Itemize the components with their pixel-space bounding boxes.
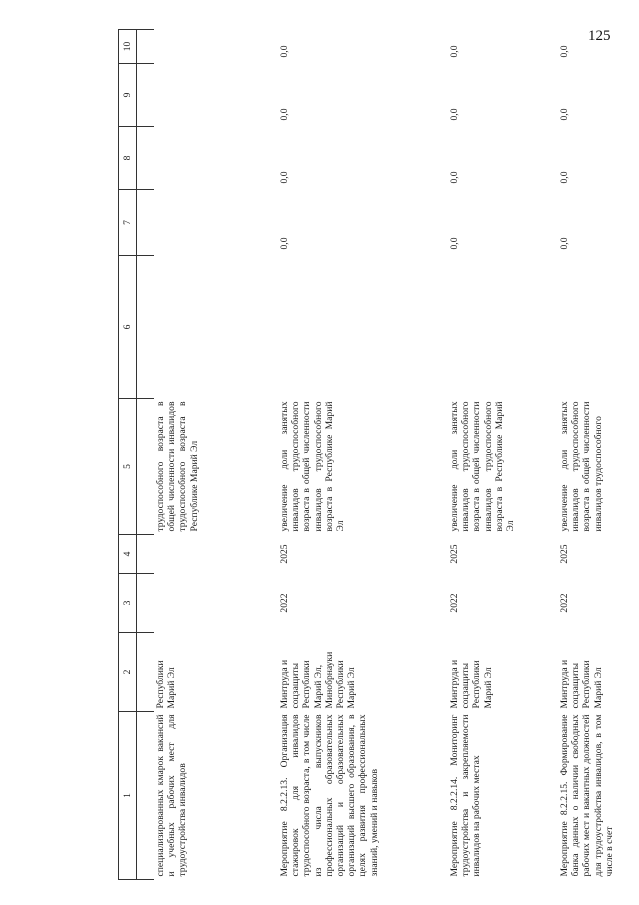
measure-cell: специализированных кмарок вакансий и учебных рабочих мест для трудоустройства инвалидов bbox=[155, 714, 189, 877]
measure-cell: Мероприятие 8.2.2.15. Формирование банка данных о наличии свободных рабочих мест и вакантных должностей для трудоустройства инвалидов, в том числе в счет bbox=[559, 714, 615, 877]
value-cell-7: 0,0 bbox=[279, 237, 290, 250]
start-year-cell: 2022 bbox=[559, 593, 570, 613]
value-cell-10: 0,0 bbox=[279, 45, 290, 58]
column-number-1: 1 bbox=[119, 712, 137, 880]
program-measures-table-wrapper bbox=[118, 30, 628, 880]
value-cell-8: 0,0 bbox=[279, 171, 290, 184]
column-number-row bbox=[119, 30, 137, 880]
separator-cell bbox=[137, 256, 155, 399]
separator-cell bbox=[137, 633, 155, 712]
separator-cell bbox=[137, 64, 155, 127]
value-cell-9: 0,0 bbox=[449, 108, 460, 121]
measure-cell: Мероприятие 8.2.2.14. Мониторинг трудоустройства и закрепляемости инвалидов на рабочих местах bbox=[449, 714, 483, 877]
separator-cell bbox=[137, 535, 155, 574]
header-separator-row bbox=[137, 30, 155, 880]
column-number-7: 7 bbox=[119, 190, 137, 256]
indicator-cell: увеличение доли занятых инвалидов трудоспособного возраста в общей численности инвалидов трудоспособного bbox=[559, 401, 604, 532]
column-number-8: 8 bbox=[119, 127, 137, 190]
executor-cell: Минтруда и соцзащиты Республики Марий Эл bbox=[559, 659, 604, 709]
table-row bbox=[448, 30, 558, 880]
column-number-10: 10 bbox=[119, 30, 137, 64]
table-row bbox=[278, 30, 448, 880]
value-cell-8: 0,0 bbox=[449, 171, 460, 184]
separator-cell bbox=[137, 30, 155, 64]
end-year-cell: 2025 bbox=[279, 544, 290, 564]
column-number-4: 4 bbox=[119, 535, 137, 574]
start-year-cell: 2022 bbox=[279, 593, 290, 613]
column-number-3: 3 bbox=[119, 574, 137, 633]
separator-cell bbox=[137, 712, 155, 880]
separator-cell bbox=[137, 399, 155, 535]
column-number-9: 9 bbox=[119, 64, 137, 127]
executor-cell: Республики Марий Эл bbox=[155, 660, 178, 709]
end-year-cell: 2025 bbox=[559, 544, 570, 564]
column-number-5: 5 bbox=[119, 399, 137, 535]
value-cell-7: 0,0 bbox=[559, 237, 570, 250]
program-measures-table bbox=[118, 29, 638, 880]
value-cell-8 bbox=[154, 127, 278, 190]
column-number-2: 2 bbox=[119, 633, 137, 712]
indicator-cell: трудоспособного возраста в общей численности инвалидов трудоспособного возраста в Республике Марий Эл bbox=[155, 401, 200, 532]
separator-cell bbox=[137, 574, 155, 633]
value-cell-6 bbox=[278, 256, 448, 399]
value-cell-9 bbox=[154, 64, 278, 127]
separator-cell bbox=[137, 127, 155, 190]
value-cell-7: 0,0 bbox=[449, 237, 460, 250]
end-year-cell: 2025 bbox=[449, 544, 460, 564]
value-cell-9: 0,0 bbox=[279, 108, 290, 121]
value-cell-10: 0,0 bbox=[559, 45, 570, 58]
value-cell-6 bbox=[154, 256, 278, 399]
value-cell-10 bbox=[154, 30, 278, 64]
separator-cell bbox=[137, 190, 155, 256]
start-year-cell bbox=[154, 574, 278, 633]
value-cell-9: 0,0 bbox=[559, 108, 570, 121]
table-row bbox=[558, 30, 638, 880]
end-year-cell bbox=[154, 535, 278, 574]
table-row bbox=[154, 30, 278, 880]
start-year-cell: 2022 bbox=[449, 593, 460, 613]
indicator-cell: увеличение доли занятых инвалидов трудоспособного возраста в общей численности инвалидов трудоспособного возраста в Республике Марий Эл bbox=[279, 401, 347, 532]
indicator-cell: увеличение доли занятых инвалидов трудоспособного возраста в общей численности инвалидов трудоспособного возраста в Республике Марий Эл bbox=[449, 401, 517, 532]
value-cell-6 bbox=[448, 256, 558, 399]
executor-cell: Минтруда и соцзащиты Республики Марий Эл bbox=[449, 659, 494, 709]
value-cell-10: 0,0 bbox=[449, 45, 460, 58]
value-cell-7 bbox=[154, 190, 278, 256]
value-cell-6 bbox=[558, 256, 638, 399]
column-number-6: 6 bbox=[119, 256, 137, 399]
executor-cell: Минтруда и соцзащиты Республики Марий Эл, Минобрнауки Республики Марий Эл bbox=[279, 651, 358, 709]
value-cell-8: 0,0 bbox=[559, 171, 570, 184]
page-number: 125 bbox=[588, 28, 611, 44]
measure-cell: Мероприятие 8.2.2.13. Организация стажировок для инвалидов трудоспособного возраста, в том числе из числа выпускников профессиональных образовательных организаций и образовательных организаций высшего образования, в целях развития профессиональных знаний, умений и навыков bbox=[279, 714, 380, 877]
